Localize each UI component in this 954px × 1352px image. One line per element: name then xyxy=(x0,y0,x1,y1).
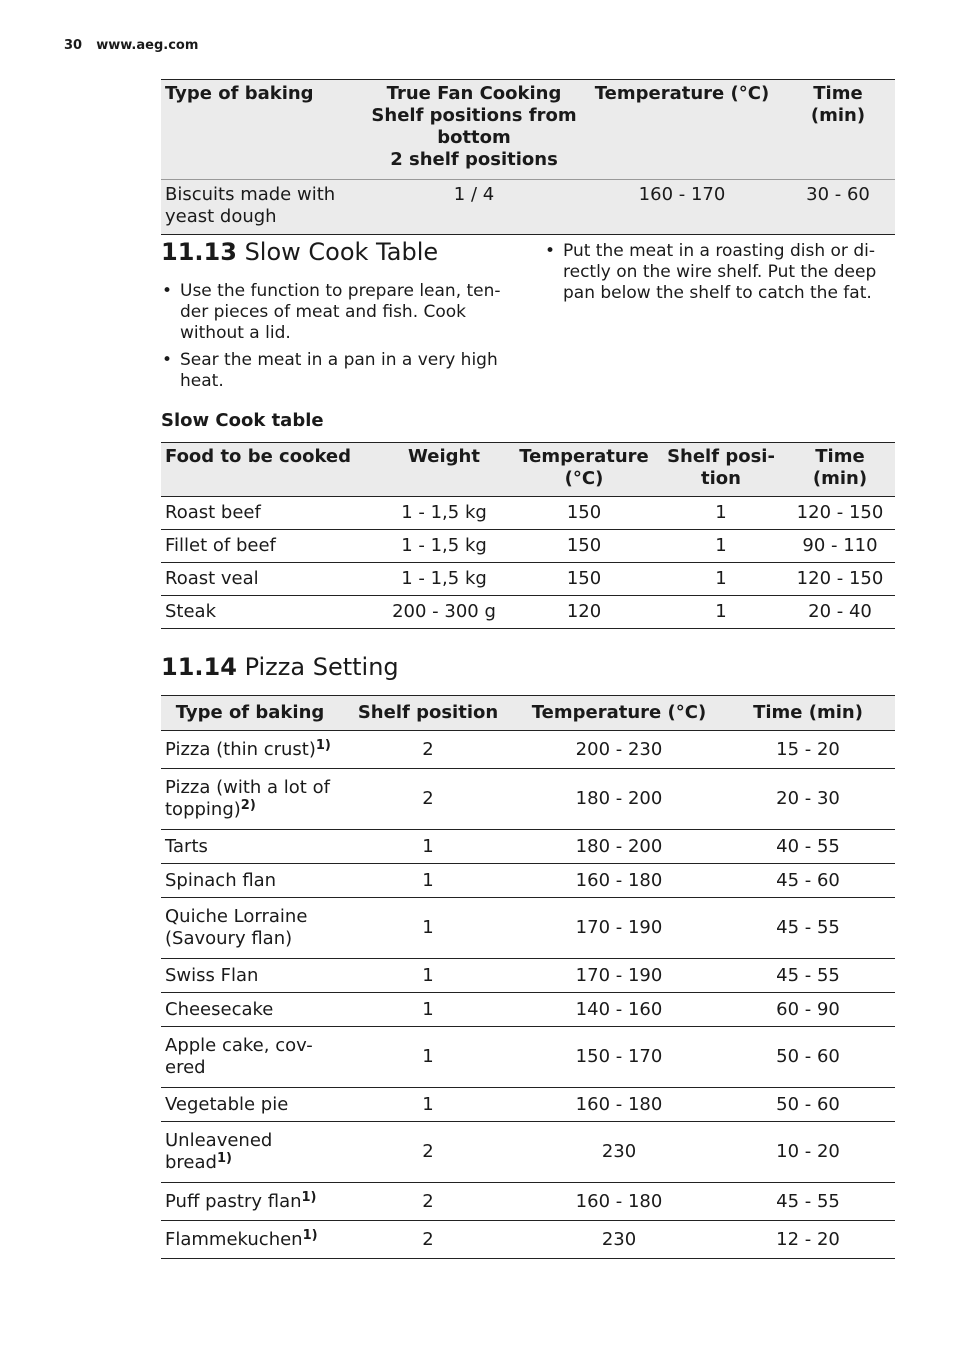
cell-time: 50 - 60 xyxy=(776,1046,840,1067)
cell-time: 20 - 40 xyxy=(808,601,872,622)
table-row xyxy=(161,1183,895,1221)
header-line: tion xyxy=(701,468,741,489)
header-weight: Weight xyxy=(408,446,480,467)
cell-temperature: 180 - 200 xyxy=(575,835,663,857)
table-row xyxy=(161,1221,895,1259)
cell-type xyxy=(161,1088,339,1122)
cell-text: Tarts xyxy=(165,835,208,857)
table-row xyxy=(161,898,895,959)
cell-line xyxy=(165,1152,335,1174)
cell-time: 40 - 55 xyxy=(776,835,840,857)
cell-text: Vegetable pie xyxy=(165,1093,289,1115)
header-temperature: Temperature (°C) xyxy=(531,702,707,723)
table-row xyxy=(161,180,895,235)
cell-text: Cheesecake xyxy=(165,998,274,1020)
cell-text: Pizza (with a lot of xyxy=(165,777,330,798)
cell-line xyxy=(165,1057,335,1079)
header-line: (°C) xyxy=(564,468,604,489)
cell-text: Quiche Lorraine xyxy=(165,906,308,927)
cell-line xyxy=(165,777,335,799)
cell-temperature: 230 xyxy=(601,1141,637,1162)
page-number: 30 xyxy=(64,38,83,53)
cell-shelf: 1 xyxy=(422,1046,434,1067)
cell-food: Fillet of beef xyxy=(165,535,276,556)
bullet-list-left xyxy=(161,281,511,398)
header-true-fan xyxy=(365,80,583,180)
cell-shelf: 1 xyxy=(422,835,434,857)
cell-time: 12 - 20 xyxy=(776,1228,840,1250)
cell-text: bread xyxy=(165,1152,217,1173)
section-number: 11.14 xyxy=(161,653,237,681)
header-temperature: Temperature (°C) xyxy=(594,83,770,104)
cell-line xyxy=(165,1094,335,1116)
cell-shelf: 2 xyxy=(422,788,434,809)
cell-line xyxy=(165,906,335,928)
header-line: True Fan Cooking xyxy=(386,83,562,104)
table-row xyxy=(161,959,895,993)
cell-shelf: 1 xyxy=(422,869,434,891)
cell-temperature: 150 - 170 xyxy=(575,1046,663,1067)
bullet-line: rectly on the wire shelf. Put the deep xyxy=(563,262,877,282)
table-row xyxy=(161,830,895,864)
table-row xyxy=(161,497,895,530)
cell-temperature: 150 xyxy=(566,568,602,589)
cell-temperature: 170 - 190 xyxy=(575,964,663,986)
cell-type xyxy=(161,959,339,993)
cell-time: 60 - 90 xyxy=(776,998,840,1020)
cell-food: Roast beef xyxy=(165,502,261,523)
cell-temperature: 160 - 180 xyxy=(575,1093,663,1115)
cell-temperature: 140 - 160 xyxy=(575,998,663,1020)
header-shelf xyxy=(657,443,785,497)
header-line: Shelf posi- xyxy=(667,446,775,467)
cell-text: (Savoury flan) xyxy=(165,928,293,949)
cell-temperature: 150 xyxy=(566,502,602,523)
bullet-line: heat. xyxy=(180,371,224,391)
pizza-table-body xyxy=(161,731,895,1259)
cell-time: 10 - 20 xyxy=(776,1141,840,1162)
cell-line xyxy=(165,1035,335,1057)
table-row xyxy=(161,731,895,769)
section-title-text: Pizza Setting xyxy=(244,653,399,681)
cell-temperature: 160 - 180 xyxy=(575,869,663,891)
cell-line xyxy=(165,870,335,892)
cell-weight: 200 - 300 g xyxy=(392,601,496,622)
cell-type xyxy=(161,1027,339,1088)
header-time: Time (min) xyxy=(753,702,863,723)
cell-food: Steak xyxy=(165,601,217,622)
section-number: 11.13 xyxy=(161,238,237,266)
cell-text: Swiss Flan xyxy=(165,964,259,986)
cell-line xyxy=(165,739,335,761)
cell-temperature: 160 - 180 xyxy=(575,1190,663,1212)
table-row xyxy=(161,563,895,596)
cell-time: 120 - 150 xyxy=(796,568,884,589)
cell-shelf: 1 xyxy=(715,502,727,523)
cell-shelf: 1 xyxy=(422,1093,434,1115)
header-type-of-baking: Type of baking xyxy=(165,83,314,104)
header-time: Time (min) xyxy=(812,446,868,489)
cell-line: yeast dough xyxy=(165,206,277,227)
table-row xyxy=(161,993,895,1027)
slow-cook-table xyxy=(161,442,895,629)
cell-food: Roast veal xyxy=(165,568,259,589)
cell-temperature: 120 xyxy=(566,601,602,622)
cell-type xyxy=(161,1183,339,1221)
cell-text: Flammekuchen xyxy=(165,1228,303,1250)
cell-shelf: 2 xyxy=(422,738,434,760)
header-food: Food to be cooked xyxy=(165,446,352,467)
cell-time: 45 - 55 xyxy=(776,917,840,938)
cell-text: Unleavened xyxy=(165,1130,273,1151)
bullet-list-right xyxy=(544,241,889,310)
table-row xyxy=(161,1027,895,1088)
bullet-line: • Use the function to prepare lean, ten- xyxy=(180,281,501,301)
cell-time: 120 - 150 xyxy=(796,502,884,523)
bullet-line: pan below the shelf to catch the fat. xyxy=(563,283,872,303)
section-title-pizza xyxy=(161,653,399,681)
cell-line xyxy=(165,1229,335,1251)
table-row xyxy=(161,530,895,563)
header-line: 2 shelf positions xyxy=(390,149,558,170)
cell-line xyxy=(165,1191,335,1213)
cell-time: 15 - 20 xyxy=(776,738,840,760)
cell-temperature: 150 xyxy=(566,535,602,556)
cell-shelf: 1 xyxy=(422,998,434,1020)
cell-text: Spinach flan xyxy=(165,869,277,891)
cell-weight: 1 - 1,5 kg xyxy=(401,502,487,523)
cell-weight: 1 - 1,5 kg xyxy=(401,535,487,556)
list-item xyxy=(161,281,511,344)
header-type-of-baking: Type of baking xyxy=(175,702,325,723)
table-row xyxy=(161,1088,895,1122)
cell-shelf: 1 xyxy=(422,917,434,938)
cell-line: Biscuits made with xyxy=(165,184,336,205)
cell-shelf: 1 xyxy=(715,535,727,556)
bullet-line: • Put the meat in a roasting dish or di- xyxy=(563,241,875,261)
list-item xyxy=(161,350,511,392)
website-url: www.aeg.com xyxy=(96,38,199,53)
table-header-row xyxy=(161,696,895,731)
cell-text: ered xyxy=(165,1057,206,1078)
cell-weight: 1 - 1,5 kg xyxy=(401,568,487,589)
table-row xyxy=(161,1122,895,1183)
cell-time: 50 - 60 xyxy=(776,1093,840,1115)
cell-temperature: 160 - 170 xyxy=(638,184,726,205)
list-item xyxy=(544,241,889,304)
cell-text: topping) xyxy=(165,799,241,820)
footnote-marker: 1) xyxy=(216,1151,232,1166)
cell-shelf: 1 xyxy=(715,601,727,622)
table-header-row xyxy=(161,443,895,497)
cell-type xyxy=(161,180,365,235)
cell-time: 30 - 60 xyxy=(806,184,870,205)
table-row xyxy=(161,596,895,629)
cell-line xyxy=(165,1130,335,1152)
header-line: Temperature xyxy=(519,446,649,467)
cell-time: 45 - 60 xyxy=(776,869,840,891)
section-title-text: Slow Cook Table xyxy=(244,238,439,266)
cell-type xyxy=(161,731,339,769)
cell-line xyxy=(165,799,335,821)
cell-temperature: 180 - 200 xyxy=(575,788,663,809)
header-line: bottom xyxy=(437,127,511,148)
cell-shelf: 2 xyxy=(422,1228,434,1250)
cell-temperature: 230 xyxy=(601,1228,637,1250)
table-row xyxy=(161,769,895,830)
footnote-marker: 1) xyxy=(301,1189,317,1205)
header-shelf: Shelf position xyxy=(357,702,499,723)
cell-text: Pizza (thin crust) xyxy=(165,738,316,760)
header-time: Time (min) xyxy=(810,83,866,126)
footnote-marker: 1) xyxy=(315,737,331,753)
section-title-slow-cook xyxy=(161,238,438,266)
cell-time: 45 - 55 xyxy=(776,964,840,986)
baking-table-true-fan xyxy=(161,79,895,235)
cell-type xyxy=(161,1122,339,1183)
pizza-setting-table xyxy=(161,695,895,1259)
bullet-line: • Sear the meat in a pan in a very high xyxy=(180,350,498,370)
cell-type xyxy=(161,769,339,830)
cell-type xyxy=(161,1221,339,1259)
page-header xyxy=(64,38,198,53)
header-line: Shelf positions from xyxy=(371,105,577,126)
cell-shelf: 1 xyxy=(422,964,434,986)
cell-type xyxy=(161,830,339,864)
cell-time: 45 - 55 xyxy=(776,1190,840,1212)
cell-text: Apple cake, cov- xyxy=(165,1035,313,1056)
cell-type xyxy=(161,864,339,898)
cell-time: 20 - 30 xyxy=(776,788,840,809)
cell-temperature: 200 - 230 xyxy=(575,738,663,760)
table-header-row xyxy=(161,80,895,180)
header-temperature xyxy=(511,443,657,497)
cell-time: 90 - 110 xyxy=(802,535,878,556)
cell-shelf: 1 xyxy=(715,568,727,589)
cell-shelf: 2 xyxy=(422,1190,434,1212)
bullet-line: without a lid. xyxy=(180,323,291,343)
cell-shelf: 1 / 4 xyxy=(453,184,495,205)
bullet-line: der pieces of meat and fish. Cook xyxy=(180,302,467,322)
slow-cook-table-title: Slow Cook table xyxy=(161,410,324,431)
cell-shelf: 2 xyxy=(422,1141,434,1162)
footnote-marker: 1) xyxy=(302,1227,318,1243)
cell-line xyxy=(165,999,335,1021)
cell-type xyxy=(161,898,339,959)
cell-line xyxy=(165,965,335,987)
table-row xyxy=(161,864,895,898)
cell-line xyxy=(165,928,335,950)
cell-temperature: 170 - 190 xyxy=(575,917,663,938)
footnote-marker: 2) xyxy=(240,798,256,813)
cell-type xyxy=(161,993,339,1027)
cell-line xyxy=(165,836,335,858)
cell-text: Puff pastry flan xyxy=(165,1190,302,1212)
